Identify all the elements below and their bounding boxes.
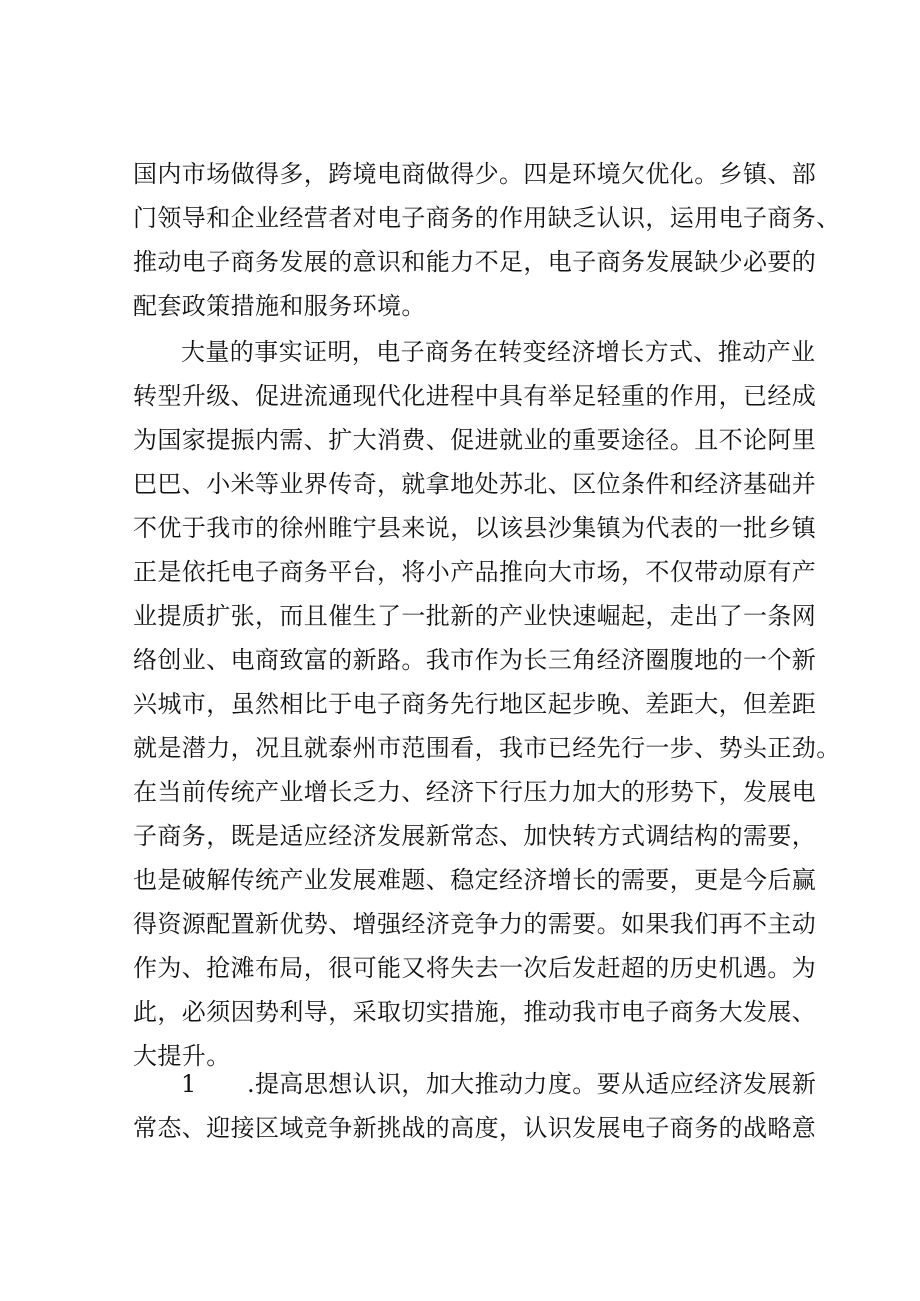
paragraph-line: 得资源配置新优势、增强经济竞争力的需要。如果我们再不主动: [133, 910, 817, 938]
paragraph-line: 兴城市，虽然相比于电子商务先行地区起步晚、差距大，但差距: [133, 690, 817, 718]
paragraph-line: 子商务，既是适应经济发展新常态、加快转方式调结构的需要，: [133, 822, 817, 850]
paragraph-2: [133, 330, 841, 1078]
paragraph-line: 配套政策措施和服务环境。: [133, 292, 426, 320]
paragraph-line: 也是破解传统产业发展难题、稳定经济增长的需要，更是今后赢: [133, 866, 817, 894]
paragraph-line: 转型升级、促进流通现代化进程中具有举足轻重的作用，已经成: [133, 382, 817, 410]
paragraph-3: [133, 1062, 823, 1150]
paragraph-line: 在当前传统产业增长乏力、经济下行压力加大的形势下，发展电: [133, 778, 817, 806]
paragraph-line: 就是潜力，况且就泰州市范围看，我市已经先行一步、势头正劲。: [133, 734, 841, 762]
paragraph-line: 作为、抢滩布局，很可能又将失去一次后发赶超的历史机遇。为: [133, 954, 817, 982]
paragraph-line: 为国家提振内需、扩大消费、促进就业的重要途径。且不论阿里: [133, 426, 817, 454]
paragraph-1: [133, 152, 841, 328]
paragraph-line: 大提升。: [133, 1042, 231, 1070]
paragraph-line: 国内市场做得多，跨境电商做得少。四是环境欠优化。乡镇、部: [133, 160, 817, 188]
paragraph-line: 正是依托电子商务平台，将小产品推向大市场，不仅带动原有产: [133, 558, 817, 586]
section-number: 1: [181, 1070, 197, 1098]
paragraph-line: [133, 1062, 823, 1106]
paragraph-line: 此，必须因势利导，采取切实措施，推动我市电子商务大发展、: [133, 998, 817, 1026]
paragraph-line: 络创业、电商致富的新路。我市作为长三角经济圈腹地的一个新: [133, 646, 817, 674]
paragraph-line: 推动电子商务发展的意识和能力不足，电子商务发展缺少必要的: [133, 248, 817, 276]
paragraph-line: 门领导和企业经营者对电子商务的作用缺乏认识，运用电子商务、: [133, 204, 841, 232]
paragraph-line: 不优于我市的徐州睢宁县来说，以该县沙集镇为代表的一批乡镇: [133, 514, 817, 542]
paragraph-line: 大量的事实证明，电子商务在转变经济增长方式、推动产业: [181, 338, 816, 366]
paragraph-line: 常态、迎接区域竞争新挑战的高度，认识发展电子商务的战略意: [133, 1114, 817, 1142]
paragraph-line: 巴巴、小米等业界传奇，就拿地处苏北、区位条件和经济基础并: [133, 470, 817, 498]
paragraph-line: 业提质扩张，而且催生了一批新的产业快速崛起，走出了一条网: [133, 602, 817, 630]
section-heading-text: .提高思想认识，加大推动力度。要从适应经济发展新: [247, 1070, 817, 1098]
